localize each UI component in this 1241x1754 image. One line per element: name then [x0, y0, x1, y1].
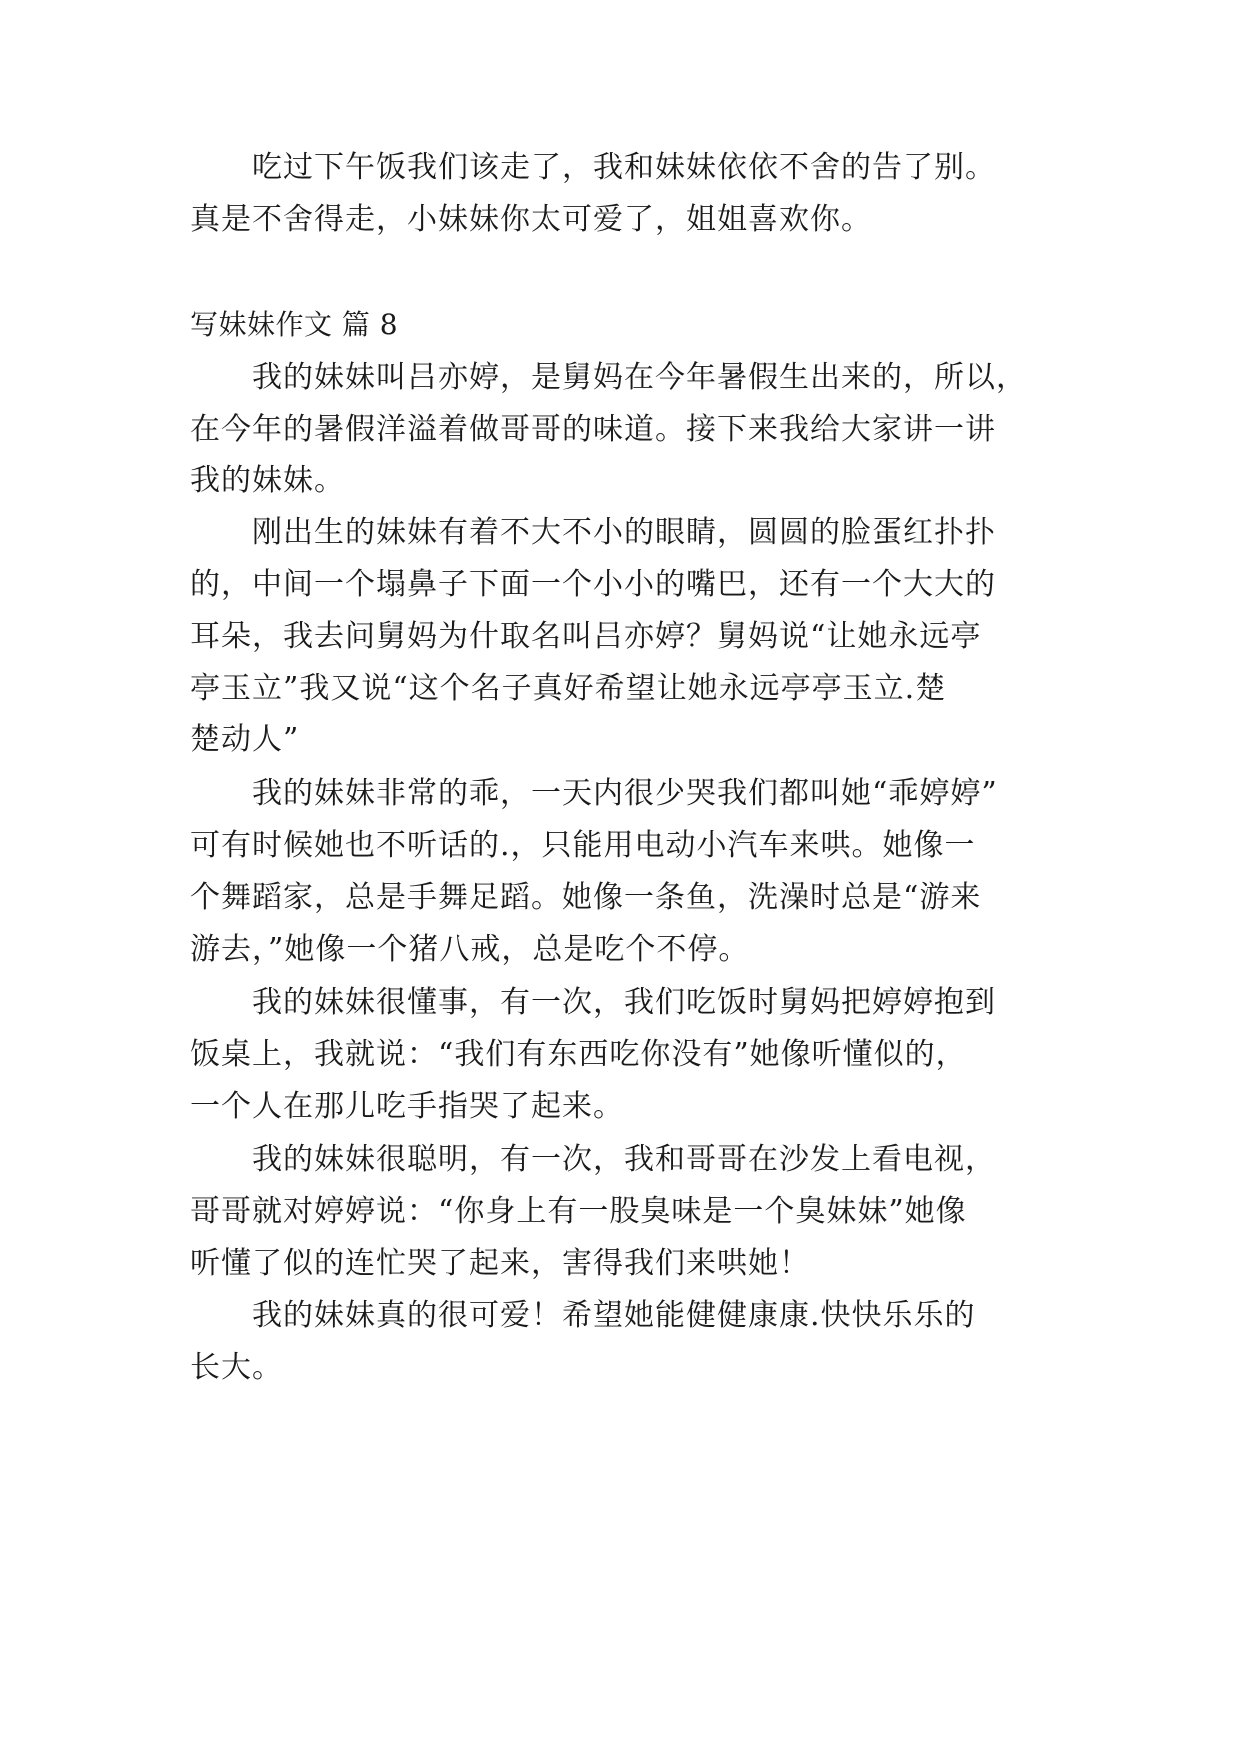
paragraph-line: 真是不舍得走，小妹妹你太可爱了，姐姐喜欢你。 — [190, 202, 872, 237]
paragraph-line: 我的妹妹真的很可爱！希望她能健健康康.快快乐乐的 — [252, 1298, 976, 1333]
paragraph-line: 楚动人” — [190, 722, 300, 757]
paragraph-line: 一个人在那儿吃手指哭了起来。 — [190, 1089, 624, 1124]
paragraph-line: 我的妹妹非常的乖，一天内很少哭我们都叫她“乖婷婷” — [252, 776, 998, 811]
paragraph-line: 我的妹妹很聪明，有一次，我和哥哥在沙发上看电视， — [252, 1142, 996, 1177]
paragraph-line: 可有时候她也不听话的.，只能用电动小汽车来哄。她像一 — [190, 828, 976, 863]
paragraph-line: 亭玉立”我又说“这个名子真好希望让她永远亭亭玉立.楚 — [190, 671, 947, 706]
paragraph-line: 哥哥就对婷婷说：“你身上有一股臭味是一个臭妹妹”她像 — [190, 1194, 967, 1229]
paragraph-line: 个舞蹈家，总是手舞足蹈。她像一条鱼，洗澡时总是“游来 — [190, 880, 982, 915]
paragraph-line: 长大。 — [190, 1350, 283, 1385]
paragraph-line: 游去，”她像一个猪八戒，总是吃个不停。 — [190, 932, 750, 967]
paragraph-line: 饭桌上，我就说：“我们有东西吃你没有”她像听懂似的， — [190, 1037, 967, 1072]
paragraph-line: 我的妹妹很懂事，有一次，我们吃饭时舅妈把婷婷抱到 — [252, 985, 996, 1020]
paragraph-line: 的，中间一个塌鼻子下面一个小小的嘴巴，还有一个大大的 — [190, 567, 996, 602]
paragraph-line: 我的妹妹。 — [190, 463, 345, 498]
paragraph-line: 刚出生的妹妹有着不大不小的眼睛，圆圆的脸蛋红扑扑 — [252, 515, 996, 550]
section-title: 写妹妹作文 篇 8 — [190, 308, 399, 341]
paragraph-line: 吃过下午饭我们该走了，我和妹妹依依不舍的告了别。 — [252, 150, 996, 185]
paragraph-line: 耳朵，我去问舅妈为什取名叫吕亦婷？舅妈说“让她永远亭 — [190, 619, 982, 654]
paragraph-line: 我的妹妹叫吕亦婷，是舅妈在今年暑假生出来的，所以， — [252, 360, 1027, 395]
paragraph-line: 听懂了似的连忙哭了起来，害得我们来哄她！ — [190, 1246, 810, 1281]
paragraph-line: 在今年的暑假洋溢着做哥哥的味道。接下来我给大家讲一讲 — [190, 412, 996, 447]
